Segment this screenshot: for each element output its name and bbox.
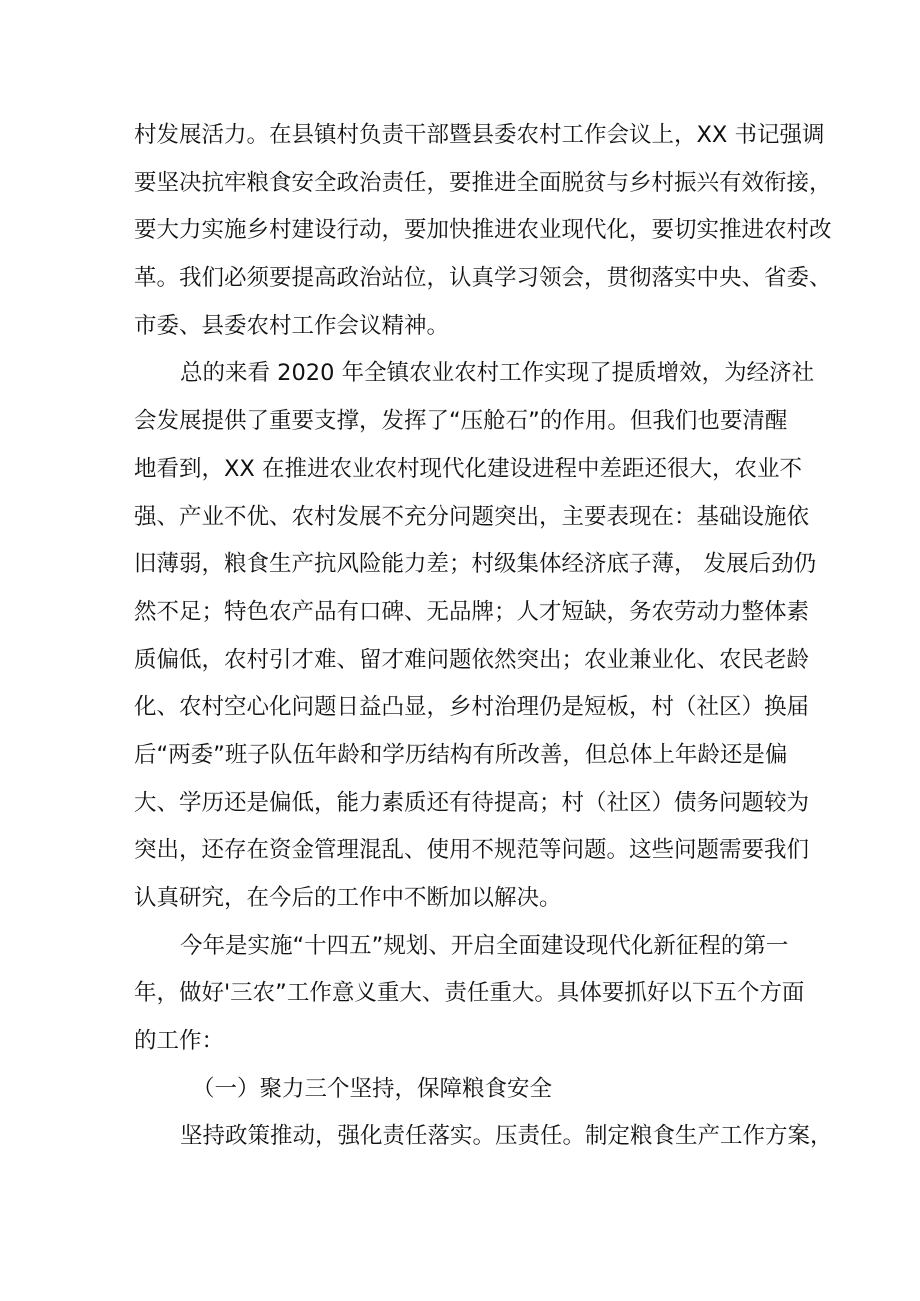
paragraph-first-line: 坚持政策推动，强化责任落实。压责任。制定粮食生产工作方案， (180, 1123, 833, 1150)
section-heading: （一）聚力三个坚持，保障粮食安全 (192, 1075, 553, 1102)
text-line: 村发展活力。在县镇村负责干部暨县委农村工作会议上，XX 书记强调 (134, 122, 825, 148)
text-line: 突出，还存在资金管理混乱、使用不规范等问题。这些问题需要我们 (134, 837, 810, 864)
text-line: 旧薄弱，粮食生产抗风险能力差；村级集体经济底子薄， 发展后劲仍 (134, 551, 817, 578)
text-line: 质偏低，农村引才难、留才难问题依然突出；农业兼业化、农民老龄 (134, 646, 810, 673)
text-line: 革。我们必须要提高政治站位，认真学习领会，贯彻落实中央、省委、 (134, 265, 832, 292)
text-line: 强、产业不优、农村发展不充分问题突出，主要表现在：基础设施依 (134, 503, 810, 530)
text-line: 的工作： (134, 1028, 225, 1055)
text-line: 要坚决抗牢粮食安全政治责任，要推进全面脱贫与乡村振兴有效衔接， (134, 169, 832, 196)
text-line: 年，做好'三农”工作意义重大、责任重大。具体要抓好以下五个方面 (134, 980, 805, 1007)
text-line: 地看到，XX 在推进农业农村现代化建设进程中差距还很大，农业不 (134, 455, 802, 482)
text-line: 然不足；特色农产品有口碑、无品牌；人才短缺，务农劳动力整体素 (134, 598, 810, 625)
text-line: 化、农村空心化问题日益凸显，乡村治理仍是短板，村（社区）换届 (134, 694, 810, 721)
text-line: 会发展提供了重要支撑，发挥了“压舱石”的作用。但我们也要清醒 (134, 408, 788, 435)
paragraph-first-line: 总的来看 2020 年全镇农业农村工作实现了提质增效，为经济社 (180, 360, 815, 387)
text-line: 认真研究，在今后的工作中不断加以解决。 (134, 885, 562, 911)
text-line: 后“两委”班子队伍年龄和学历结构有所改善，但总体上年龄还是偏 (134, 741, 788, 768)
text-line: 大、学历还是偏低，能力素质还有待提高；村（社区）债务问题较为 (134, 789, 810, 816)
text-line: 市委、县委农村工作会议精神。 (134, 312, 450, 339)
document-body (134, 112, 833, 1161)
paragraph-first-line: 今年是实施“十四五”规划、开启全面建设现代化新征程的第一 (180, 932, 789, 959)
text-line: 要大力实施乡村建设行动，要加快推进农业现代化，要切实推进农村改 (134, 217, 832, 244)
